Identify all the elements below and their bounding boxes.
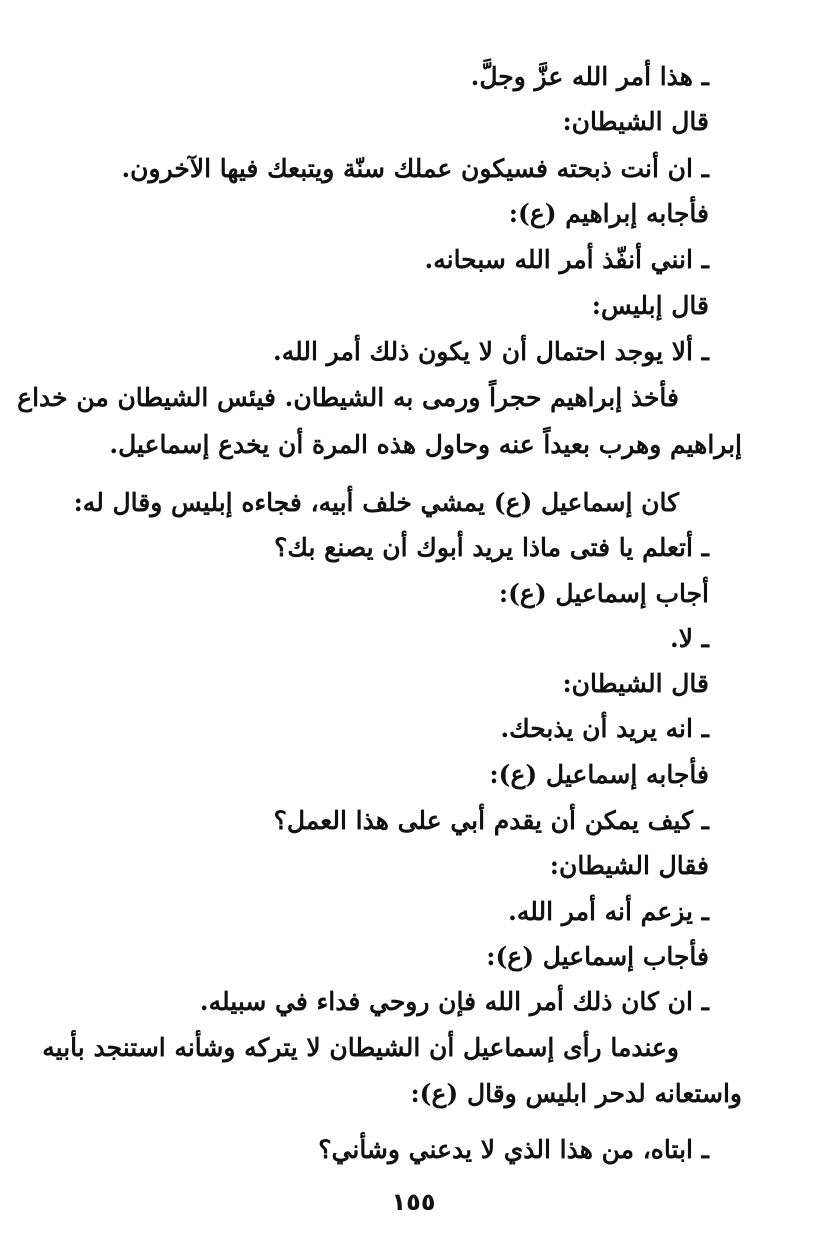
text-line-18: فقال الشيطان:	[549, 851, 709, 880]
text-line-6: قال إبليس:	[591, 291, 709, 320]
text-line-23: واستعانه لدحر ابليس وقال (ع):	[410, 1079, 742, 1108]
page-number: ١٥٥	[391, 1188, 436, 1216]
text-line-17: ـ كيف يمكن أن يقدم أبي على هذا العمل؟	[273, 806, 709, 835]
text-line-24: ـ ابتاه، من هذا الذي لا يدعني وشأني؟	[318, 1135, 709, 1164]
text-line-8: فأخذ إبراهيم حجراً ورمى به الشيطان. فيئس الشيطان من خداع	[17, 383, 679, 412]
text-line-3: ـ ان أنت ذبحته فسيكون عملك سنّة ويتبعك فيها الآخرون.	[121, 154, 709, 183]
text-line-14: قال الشيطان:	[562, 669, 709, 698]
text-line-11: ـ أتعلم يا فتى ماذا يريد أبوك أن يصنع بك؟	[274, 533, 709, 562]
text-line-19: ـ يزعم أنه أمر الله.	[508, 897, 709, 926]
text-line-1: ـ هذا أمر الله عزَّ وجلَّ.	[470, 62, 709, 91]
text-line-12: أجاب إسماعيل (ع):	[498, 579, 709, 608]
text-line-16: فأجابه إسماعيل (ع):	[489, 760, 709, 789]
text-line-15: ـ انه يريد أن يذبحك.	[500, 714, 709, 743]
text-line-13: ـ لا.	[670, 624, 709, 653]
text-line-5: ـ انني أنفّذ أمر الله سبحانه.	[424, 245, 709, 274]
text-line-22: وعندما رأى إسماعيل أن الشيطان لا يتركه وشأنه استنجد بأبيه	[42, 1033, 679, 1062]
text-line-21: ـ ان كان ذلك أمر الله فإن روحي فداء في سبيله.	[199, 987, 709, 1016]
text-line-7: ـ ألا يوجد احتمال أن لا يكون ذلك أمر الله.	[273, 337, 709, 366]
text-line-4: فأجابه إبراهيم (ع):	[508, 199, 709, 228]
text-line-2: قال الشيطان:	[562, 107, 709, 136]
text-line-10: كان إسماعيل (ع) يمشي خلف أبيه، فجاءه إبليس وقال له:	[73, 488, 679, 517]
text-line-20: فأجاب إسماعيل (ع):	[486, 942, 709, 971]
text-line-9: إبراهيم وهرب بعيداً عنه وحاول هذه المرة أن يخدع إسماعيل.	[109, 430, 742, 459]
